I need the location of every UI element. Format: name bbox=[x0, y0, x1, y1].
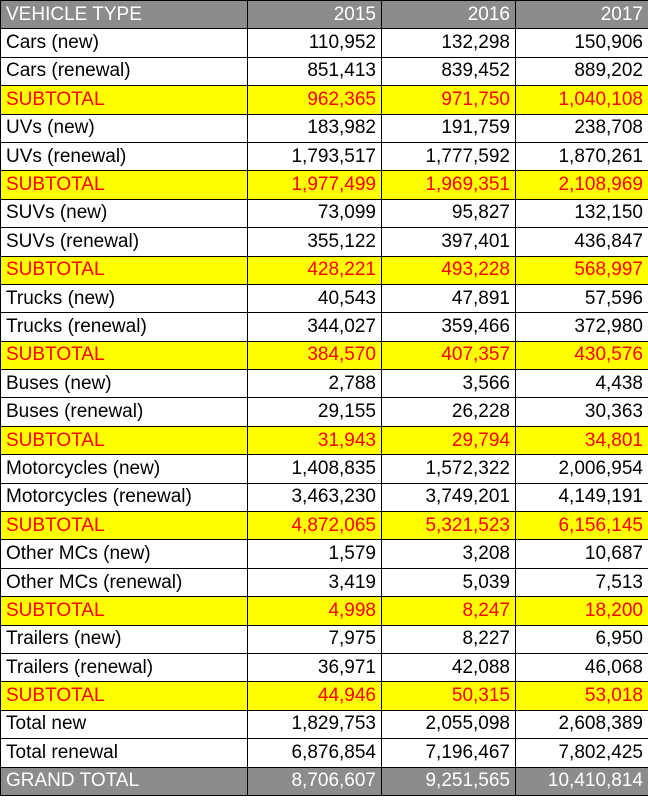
value-2016-cell: 1,969,351 bbox=[382, 171, 516, 199]
table-row bbox=[1, 455, 648, 483]
subtotal-row bbox=[1, 512, 648, 540]
table-row bbox=[1, 483, 648, 511]
value-2015-cell: 183,982 bbox=[248, 114, 382, 142]
value-2017-cell: 889,202 bbox=[516, 57, 648, 85]
subtotal-row bbox=[1, 426, 648, 454]
vehicle-type-cell: Other MCs (renewal) bbox=[1, 568, 248, 596]
value-2015-cell: 4,872,065 bbox=[248, 512, 382, 540]
table-row bbox=[1, 114, 648, 142]
vehicle-type-cell: SUBTOTAL bbox=[1, 341, 248, 369]
table-row bbox=[1, 540, 648, 568]
vehicle-type-cell: Total renewal bbox=[1, 739, 248, 767]
value-2015-cell: 384,570 bbox=[248, 341, 382, 369]
value-2017-cell: 1,870,261 bbox=[516, 142, 648, 170]
table-row bbox=[1, 228, 648, 256]
value-2016-cell: 2,055,098 bbox=[382, 710, 516, 738]
value-2015-cell: 44,946 bbox=[248, 682, 382, 710]
vehicle-type-cell: Trailers (new) bbox=[1, 625, 248, 653]
value-2016-cell: 5,039 bbox=[382, 568, 516, 596]
vehicle-type-cell: Cars (new) bbox=[1, 29, 248, 57]
value-2017-cell: 30,363 bbox=[516, 398, 648, 426]
table-body bbox=[1, 29, 648, 796]
vehicle-type-cell: Motorcycles (renewal) bbox=[1, 483, 248, 511]
value-2016-cell: 47,891 bbox=[382, 284, 516, 312]
value-2016-cell: 3,566 bbox=[382, 370, 516, 398]
value-2015-cell: 962,365 bbox=[248, 86, 382, 114]
value-2017-cell: 2,108,969 bbox=[516, 171, 648, 199]
value-2015-cell: 4,998 bbox=[248, 597, 382, 625]
value-2017-cell: 2,608,389 bbox=[516, 710, 648, 738]
header-year-2016: 2016 bbox=[382, 1, 516, 29]
vehicle-type-cell: SUBTOTAL bbox=[1, 171, 248, 199]
value-2017-cell: 430,576 bbox=[516, 341, 648, 369]
value-2017-cell: 7,802,425 bbox=[516, 739, 648, 767]
value-2016-cell: 839,452 bbox=[382, 57, 516, 85]
value-2015-cell: 851,413 bbox=[248, 57, 382, 85]
table-row bbox=[1, 284, 648, 312]
value-2016-cell: 26,228 bbox=[382, 398, 516, 426]
value-2016-cell: 359,466 bbox=[382, 313, 516, 341]
table-row bbox=[1, 313, 648, 341]
value-2015-cell: 8,706,607 bbox=[248, 767, 382, 795]
value-2015-cell: 36,971 bbox=[248, 653, 382, 681]
value-2016-cell: 42,088 bbox=[382, 653, 516, 681]
value-2015-cell: 1,793,517 bbox=[248, 142, 382, 170]
value-2017-cell: 6,950 bbox=[516, 625, 648, 653]
vehicle-type-cell: UVs (new) bbox=[1, 114, 248, 142]
vehicle-type-cell: SUBTOTAL bbox=[1, 597, 248, 625]
table-row bbox=[1, 568, 648, 596]
value-2017-cell: 10,687 bbox=[516, 540, 648, 568]
value-2017-cell: 6,156,145 bbox=[516, 512, 648, 540]
value-2016-cell: 8,247 bbox=[382, 597, 516, 625]
subtotal-row bbox=[1, 341, 648, 369]
value-2015-cell: 1,408,835 bbox=[248, 455, 382, 483]
value-2017-cell: 18,200 bbox=[516, 597, 648, 625]
value-2016-cell: 95,827 bbox=[382, 199, 516, 227]
value-2015-cell: 73,099 bbox=[248, 199, 382, 227]
header-year-2017: 2017 bbox=[516, 1, 648, 29]
value-2015-cell: 1,579 bbox=[248, 540, 382, 568]
value-2017-cell: 150,906 bbox=[516, 29, 648, 57]
value-2016-cell: 971,750 bbox=[382, 86, 516, 114]
value-2017-cell: 4,149,191 bbox=[516, 483, 648, 511]
value-2016-cell: 9,251,565 bbox=[382, 767, 516, 795]
value-2017-cell: 4,438 bbox=[516, 370, 648, 398]
vehicle-type-cell: Total new bbox=[1, 710, 248, 738]
value-2015-cell: 1,977,499 bbox=[248, 171, 382, 199]
value-2017-cell: 568,997 bbox=[516, 256, 648, 284]
value-2015-cell: 7,975 bbox=[248, 625, 382, 653]
value-2017-cell: 34,801 bbox=[516, 426, 648, 454]
vehicle-type-cell: SUBTOTAL bbox=[1, 86, 248, 114]
vehicle-type-cell: SUVs (renewal) bbox=[1, 228, 248, 256]
value-2015-cell: 3,419 bbox=[248, 568, 382, 596]
subtotal-row bbox=[1, 171, 648, 199]
table-row bbox=[1, 653, 648, 681]
value-2017-cell: 7,513 bbox=[516, 568, 648, 596]
value-2015-cell: 2,788 bbox=[248, 370, 382, 398]
table-row bbox=[1, 625, 648, 653]
header-vehicle-type: VEHICLE TYPE bbox=[1, 1, 248, 29]
value-2017-cell: 46,068 bbox=[516, 653, 648, 681]
vehicle-type-cell: GRAND TOTAL bbox=[1, 767, 248, 795]
value-2015-cell: 110,952 bbox=[248, 29, 382, 57]
vehicle-type-cell: Buses (renewal) bbox=[1, 398, 248, 426]
vehicle-type-cell: UVs (renewal) bbox=[1, 142, 248, 170]
value-2016-cell: 1,572,322 bbox=[382, 455, 516, 483]
value-2015-cell: 6,876,854 bbox=[248, 739, 382, 767]
value-2017-cell: 238,708 bbox=[516, 114, 648, 142]
value-2015-cell: 3,463,230 bbox=[248, 483, 382, 511]
value-2016-cell: 493,228 bbox=[382, 256, 516, 284]
value-2016-cell: 191,759 bbox=[382, 114, 516, 142]
value-2015-cell: 428,221 bbox=[248, 256, 382, 284]
value-2015-cell: 40,543 bbox=[248, 284, 382, 312]
value-2016-cell: 7,196,467 bbox=[382, 739, 516, 767]
value-2017-cell: 57,596 bbox=[516, 284, 648, 312]
vehicle-type-cell: SUBTOTAL bbox=[1, 256, 248, 284]
value-2016-cell: 50,315 bbox=[382, 682, 516, 710]
subtotal-row bbox=[1, 256, 648, 284]
table-row bbox=[1, 57, 648, 85]
value-2016-cell: 132,298 bbox=[382, 29, 516, 57]
table-row bbox=[1, 199, 648, 227]
value-2016-cell: 8,227 bbox=[382, 625, 516, 653]
table-row bbox=[1, 142, 648, 170]
value-2016-cell: 3,749,201 bbox=[382, 483, 516, 511]
value-2017-cell: 436,847 bbox=[516, 228, 648, 256]
value-2015-cell: 1,829,753 bbox=[248, 710, 382, 738]
value-2017-cell: 132,150 bbox=[516, 199, 648, 227]
value-2017-cell: 2,006,954 bbox=[516, 455, 648, 483]
header-year-2015: 2015 bbox=[248, 1, 382, 29]
value-2015-cell: 31,943 bbox=[248, 426, 382, 454]
value-2016-cell: 1,777,592 bbox=[382, 142, 516, 170]
vehicle-type-cell: Trailers (renewal) bbox=[1, 653, 248, 681]
value-2015-cell: 355,122 bbox=[248, 228, 382, 256]
vehicle-type-cell: Cars (renewal) bbox=[1, 57, 248, 85]
table-row bbox=[1, 370, 648, 398]
value-2017-cell: 53,018 bbox=[516, 682, 648, 710]
value-2016-cell: 407,357 bbox=[382, 341, 516, 369]
subtotal-row bbox=[1, 682, 648, 710]
grand-total-row bbox=[1, 767, 648, 795]
value-2017-cell: 372,980 bbox=[516, 313, 648, 341]
value-2016-cell: 3,208 bbox=[382, 540, 516, 568]
table-row bbox=[1, 29, 648, 57]
vehicle-type-cell: SUVs (new) bbox=[1, 199, 248, 227]
value-2016-cell: 29,794 bbox=[382, 426, 516, 454]
table-row bbox=[1, 739, 648, 767]
value-2015-cell: 29,155 bbox=[248, 398, 382, 426]
subtotal-row bbox=[1, 597, 648, 625]
table-row bbox=[1, 710, 648, 738]
vehicle-type-cell: SUBTOTAL bbox=[1, 682, 248, 710]
subtotal-row bbox=[1, 86, 648, 114]
vehicle-type-cell: Trucks (renewal) bbox=[1, 313, 248, 341]
header-row bbox=[1, 1, 648, 29]
vehicle-type-cell: Trucks (new) bbox=[1, 284, 248, 312]
vehicle-type-cell: SUBTOTAL bbox=[1, 512, 248, 540]
value-2015-cell: 344,027 bbox=[248, 313, 382, 341]
value-2017-cell: 10,410,814 bbox=[516, 767, 648, 795]
value-2016-cell: 397,401 bbox=[382, 228, 516, 256]
vehicle-type-cell: Motorcycles (new) bbox=[1, 455, 248, 483]
value-2017-cell: 1,040,108 bbox=[516, 86, 648, 114]
value-2016-cell: 5,321,523 bbox=[382, 512, 516, 540]
vehicle-type-cell: Other MCs (new) bbox=[1, 540, 248, 568]
table-row bbox=[1, 398, 648, 426]
vehicle-type-cell: SUBTOTAL bbox=[1, 426, 248, 454]
vehicle-type-cell: Buses (new) bbox=[1, 370, 248, 398]
